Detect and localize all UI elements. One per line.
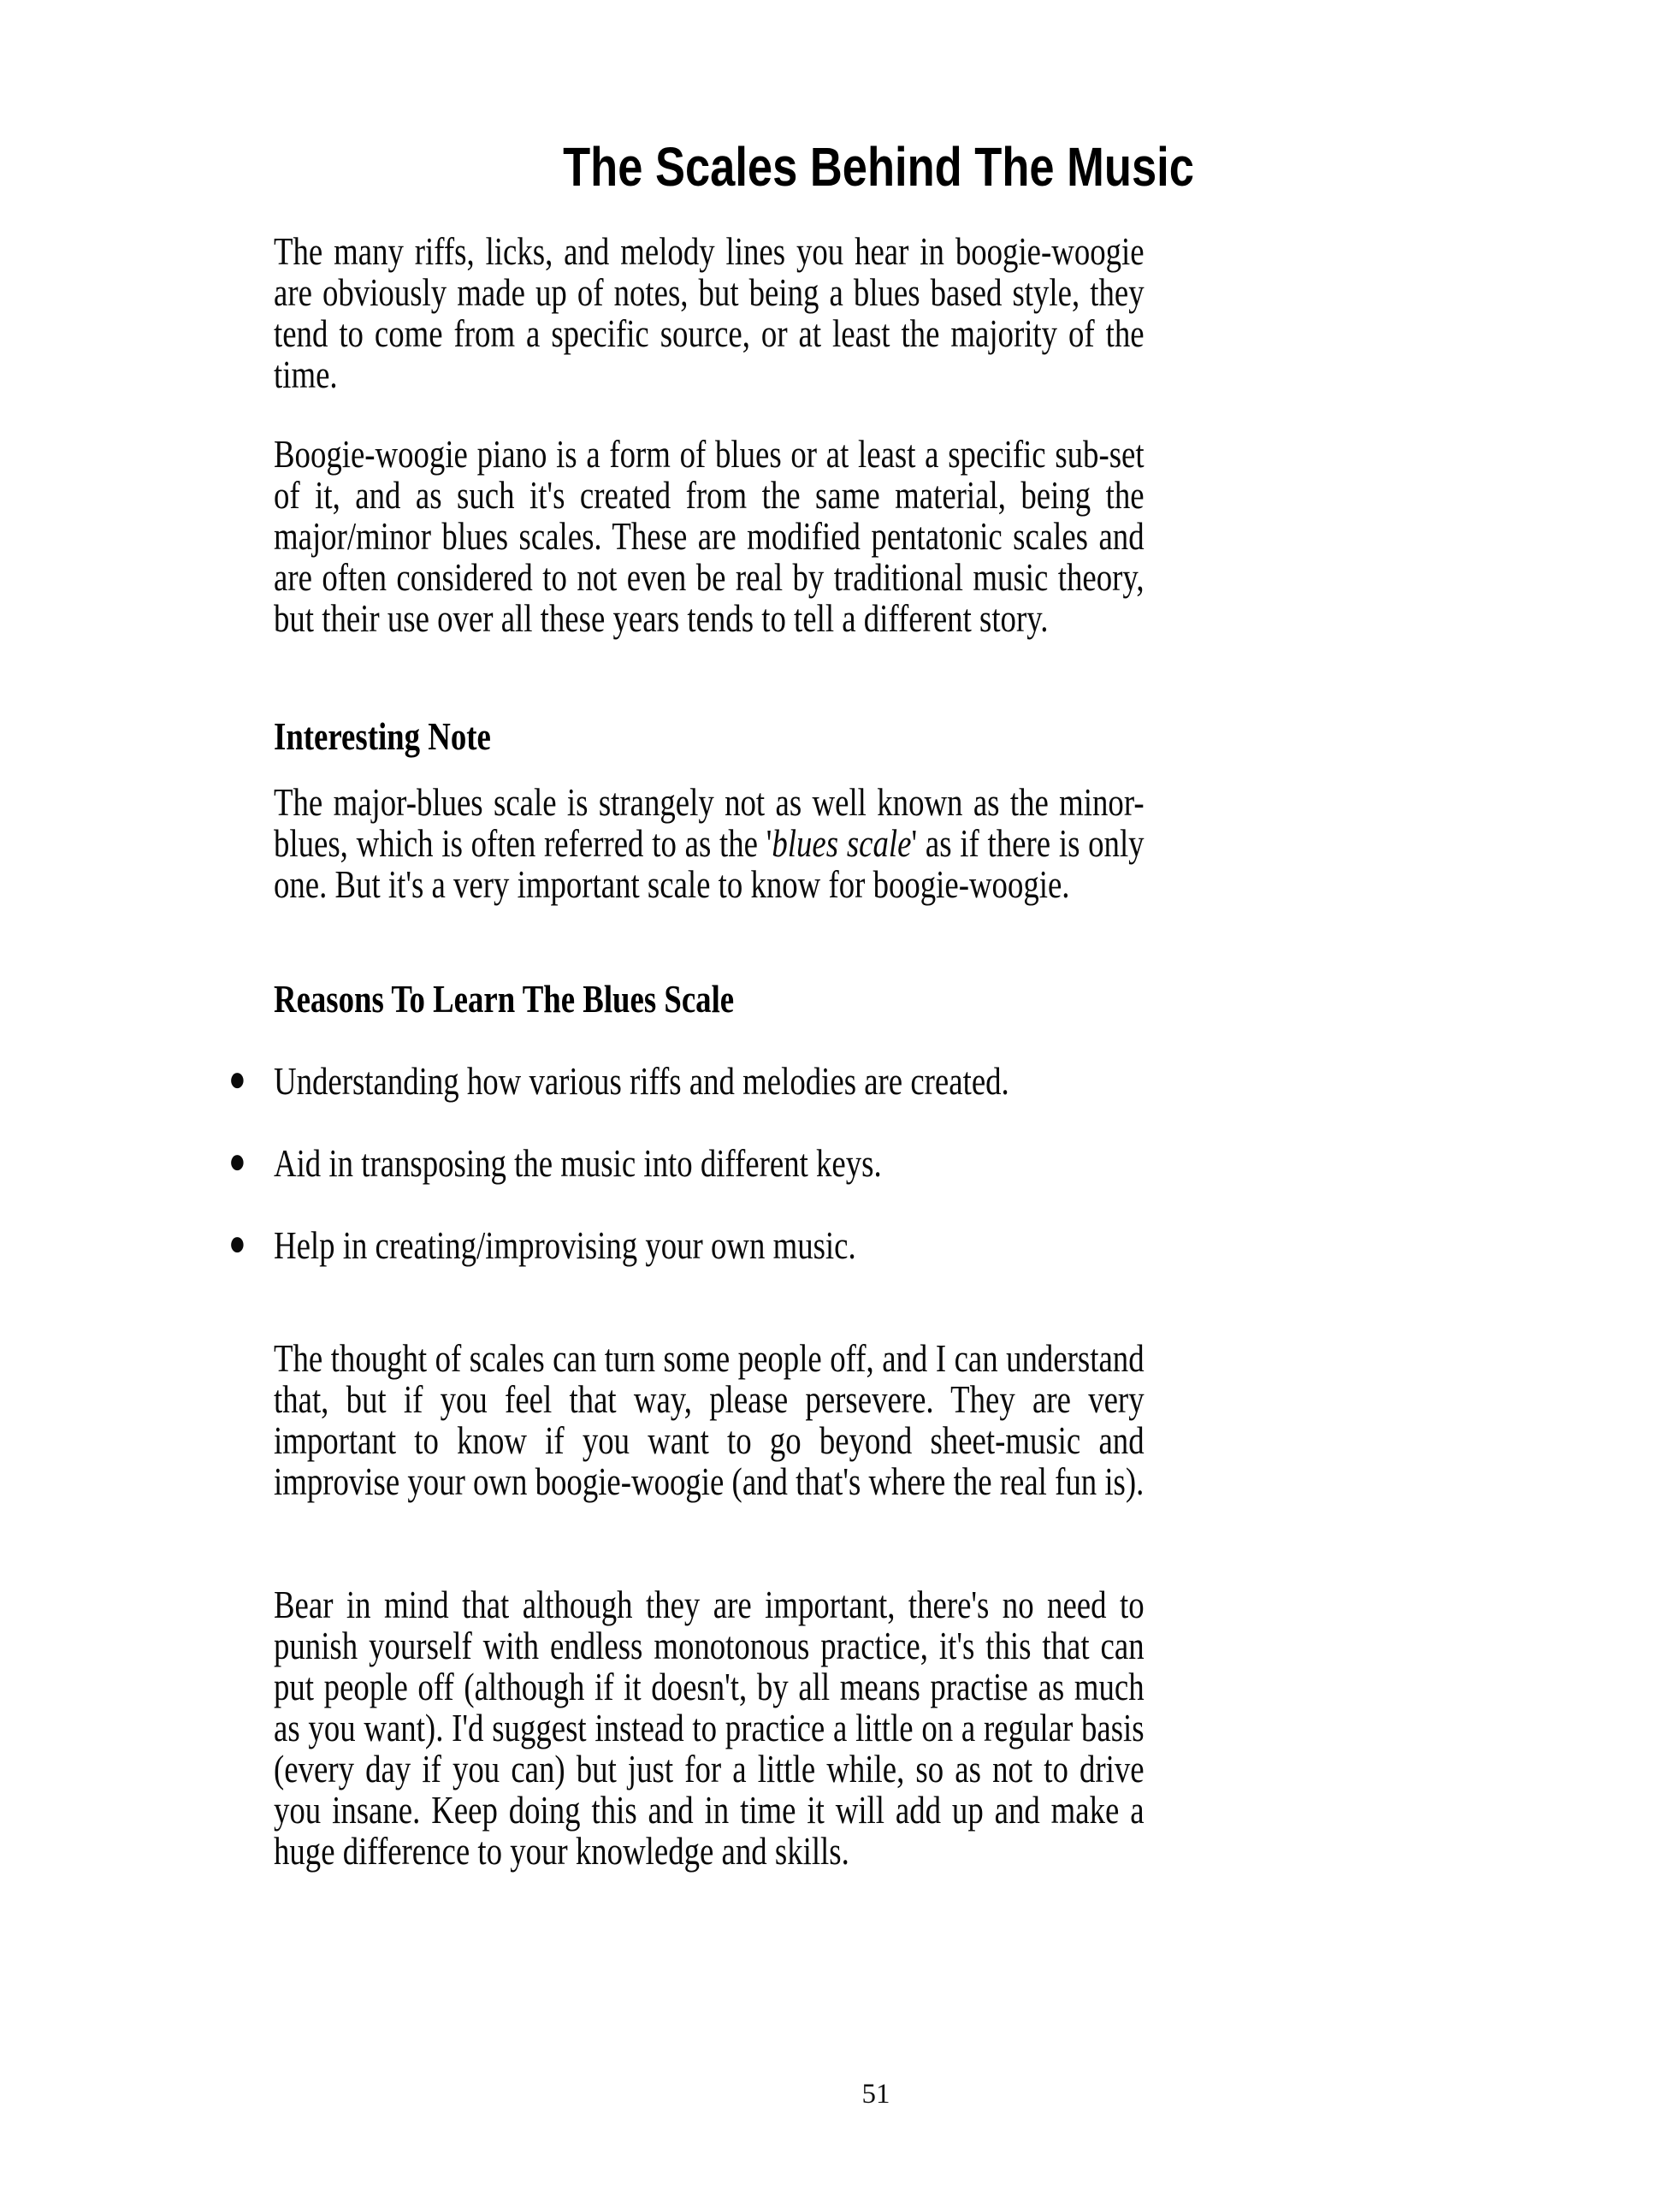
bullet-list-item: [228, 1059, 1145, 1103]
page-title: The Scales Behind The Music: [563, 135, 1194, 198]
text-column: [228, 0, 1145, 2190]
bullet-text: Help in creating/improvising your own music.: [274, 1223, 856, 1267]
note-text-post: ' as if there is only one. But it's a very important scale to know for boogie-woogie.: [274, 821, 1145, 906]
intro-paragraph-1: The many riffs, licks, and melody lines you hear in boogie-woogie are obviously made up of notes, but being a blues based style, they tend to come from a specific source, or at least the majority of the time.: [274, 229, 1145, 396]
intro-paragraph-2: Boogie-woogie piano is a form of blues or at least a specific sub-set of it, and as such it's created from the same material, being the major/minor blues scales. These are modified pentatonic scales and are often considered to not even be real by traditional music theory, but their use over all these years tends to tell a different story.: [274, 432, 1145, 640]
page-number: 51: [861, 2079, 890, 2110]
note-text-pre: The major-blues scale is strangely not as well known as the minor-blues, which is often referred to as the ': [274, 780, 1145, 865]
interesting-note-paragraph: [274, 782, 1145, 905]
bullet-icon: ●: [228, 1142, 246, 1181]
bullet-text: Aid in transposing the music into different keys.: [274, 1141, 882, 1185]
closing-paragraph-1: The thought of scales can turn some people off, and I can understand that, but if you feel that way, please persevere. They are very important to know if you want to go beyond sheet-music and improvise your own boogie-woogie (and that's where the real fun is).: [274, 1336, 1145, 1503]
section-heading-interesting-note: Interesting Note: [274, 714, 491, 758]
bullet-icon: ●: [228, 1060, 246, 1099]
bullet-list-item: [228, 1141, 1145, 1185]
note-text-italic: blues scale: [772, 821, 912, 865]
bullet-icon: ●: [228, 1224, 246, 1264]
section-heading-reasons: Reasons To Learn The Blues Scale: [274, 977, 735, 1021]
bullet-text: Understanding how various riffs and melodies are created.: [274, 1059, 1009, 1103]
closing-paragraph-2: Bear in mind that although they are important, there's no need to punish yourself with endless monotonous practice, it's this that can put people off (although if it doesn't, by all means practise as much as you want). I'd suggest instead to practice a little on a regular basis (every day if you can) but just for a little while, so as not to drive you insane. Keep doing this and in time it will add up and make a huge difference to your knowledge and skills.: [274, 1583, 1145, 1873]
bullet-list-item: [228, 1223, 1145, 1267]
